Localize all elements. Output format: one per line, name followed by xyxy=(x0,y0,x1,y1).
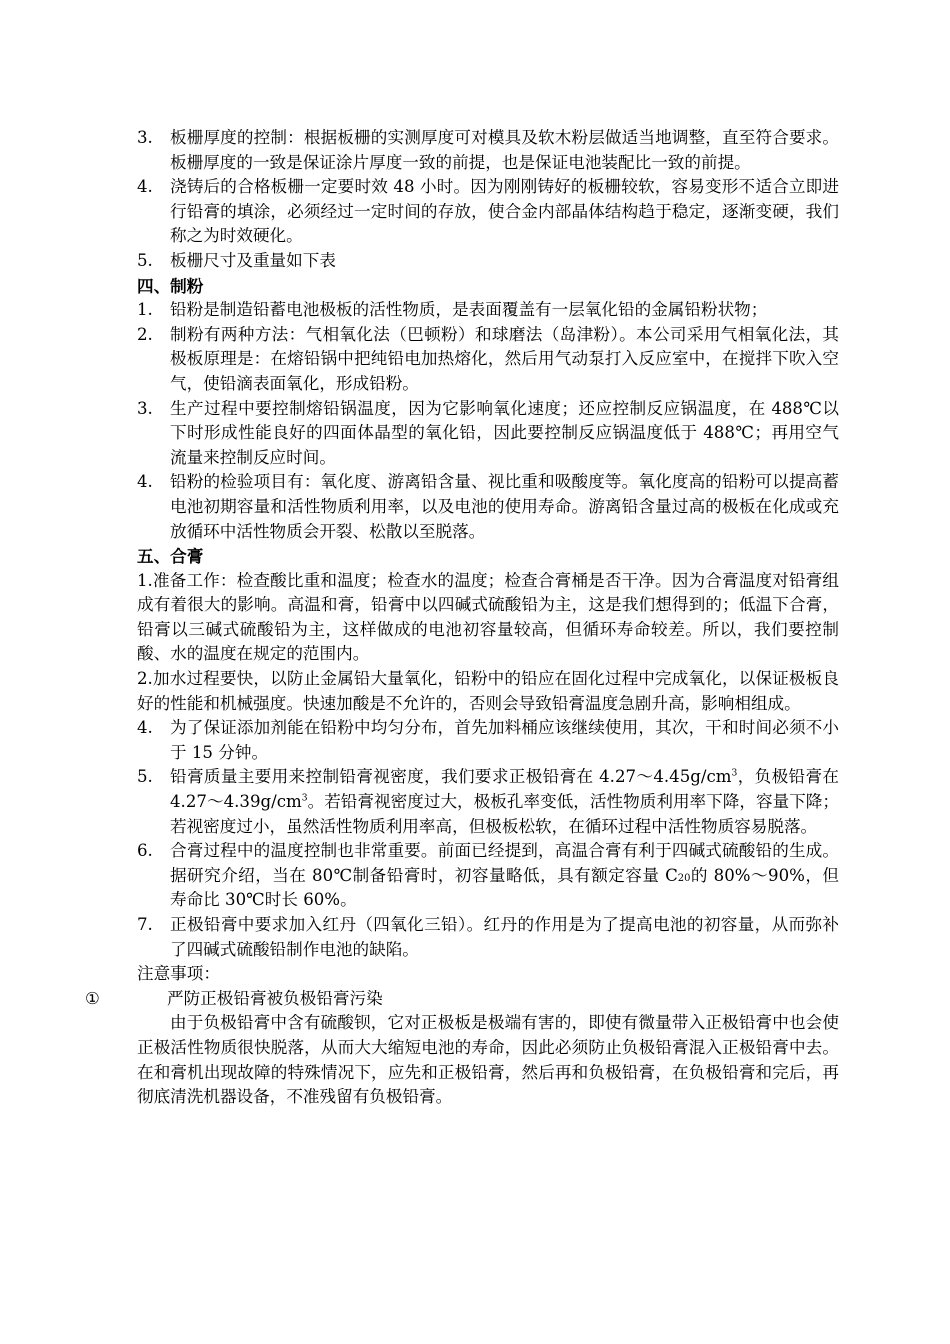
list-item xyxy=(137,839,839,913)
list-item xyxy=(137,470,839,544)
item-number: 4. xyxy=(137,472,153,492)
item-text: 生产过程中要控制熔铅锅温度，因为它影响氧化速度；还应控制反应锅温度，在 488℃以下时形成性能良好的四面体晶型的氧化铅，因此要控制反应锅温度低于 488℃；再用空气流量来控制反应时间。 xyxy=(170,398,839,467)
list-item xyxy=(137,716,839,765)
note-body: 由于负极铅膏中含有硫酸钡，它对正极板是极端有害的，即使有微量带入正极铅膏中也会使正极活性物质很快脱落，从而大大缩短电池的寿命，因此必须防止负极铅膏混入正极铅膏中去。在和膏机出现故障的特殊情况下，应先和正极铅膏，然后再和负极铅膏，在负极铅膏和完后，再彻底清洗机器设备，不准残留有负极铅膏。 xyxy=(137,1013,839,1107)
document-page xyxy=(85,126,840,1110)
item-number: 4. xyxy=(137,718,153,738)
list-item xyxy=(137,249,839,274)
item-text: 铅粉的检验项目有：氧化度、游离铅含量、视比重和吸酸度等。氧化度高的铅粉可以提高蓄电池初期容量和活性物质利用率，以及电池的使用寿命。游离铅含量过高的极板在化成或充放循环中活性物质会开裂、松散以至脱落。 xyxy=(170,472,839,541)
item-text: 正极铅膏中要求加入红丹（四氧化三铅）。红丹的作用是为了提高电池的初容量，从而弥补了四碱式硫酸铅制作电池的缺陷。 xyxy=(170,915,839,959)
list-item xyxy=(137,913,839,962)
item-number: 1. xyxy=(137,300,153,320)
list-item xyxy=(137,298,839,323)
item-text: 为了保证添加剂能在铅粉中均匀分布，首先加料桶应该继续使用，其次，干和时间必须不小于 15 分钟。 xyxy=(170,718,839,762)
paragraph: 1.准备工作：检查酸比重和温度；检查水的温度；检查合膏桶是否干净。因为合膏温度对铅膏组成有着很大的影响。高温和膏，铅膏中以四碱式硫酸铅为主，这是我们想得到的；低温下合膏，铅膏以三碱式硫酸铅为主，这样做成的电池初容量较高，但循环寿命较差。所以，我们要控制酸、水的温度在规定的范围内。 xyxy=(137,570,839,664)
note-item xyxy=(85,987,839,1012)
list-item xyxy=(137,397,839,471)
item-text: 铅膏质量主要用来控制铅膏视密度，我们要求正极铅膏在 $4.27\sim 4.45g/cm^3$，负极铅膏在 $4.27\sim 4.39g/cm^3$。若铅膏视密度过大，极板孔率变低，活性物质利用率下降，容量下降；若视密度过小，虽然活性物质利用率高，但极板松软，在循环过程中活性物质容易脱落。 xyxy=(170,767,840,836)
item-text: 板栅厚度的控制：根据板栅的实测厚度可对模具及软木粉层做适当地调整，直至符合要求。板栅厚度的一致是保证涂片厚度一致的前提，也是保证电池装配比一致的前提。 xyxy=(170,128,839,172)
section-heading: 五、合膏 xyxy=(137,546,204,567)
section-heading: 四、制粉 xyxy=(137,275,204,296)
item-text: 浇铸后的合格板栅一定要时效 48 小时。因为刚刚铸好的板栅较软，容易变形不适合立即进行铅膏的填涂，必须经过一定时间的存放，使合金内部晶体结构趋于稳定，逐渐变硬，我们称之为时效硬化。 xyxy=(170,177,839,246)
list-item xyxy=(137,175,839,249)
item-number: 2. xyxy=(137,324,153,344)
item-number: 6. xyxy=(137,841,153,861)
note-title: 严防正极铅膏被负极铅膏污染 xyxy=(167,988,383,1008)
list-item xyxy=(137,765,839,839)
item-number: 5. xyxy=(137,767,153,787)
paragraph: 2.加水过程要快，以防止金属铅大量氧化，铅粉中的铅应在固化过程中完成氧化，以保证极板良好的性能和机械强度。快速加酸是不允许的，否则会导致铅膏温度急剧升高，影响相组成。 xyxy=(137,669,839,713)
notes-label: 注意事项： xyxy=(137,964,220,984)
item-text: 合膏过程中的温度控制也非常重要。前面已经提到，高温合膏有利于四碱式硫酸铅的生成。据研究介绍，当在 80℃制备铅膏时，初容量略低，具有额定容量 C20的 80%～90%，但寿命比 30℃时长 60%。 xyxy=(170,841,839,910)
item-text: 板栅尺寸及重量如下表 xyxy=(170,250,336,270)
item-number: 7. xyxy=(137,915,153,934)
list-item xyxy=(137,126,839,175)
note-number: ① xyxy=(85,988,100,1008)
list-item xyxy=(137,323,839,397)
item-number: 3. xyxy=(137,398,153,418)
item-text: 制粉有两种方法：气相氧化法（巴顿粉）和球磨法（岛津粉）。本公司采用气相氧化法，其极板原理是：在熔铅锅中把纯铅电加热熔化，然后用气动泵打入反应室中，在搅拌下吹入空气，使铅滴表面氧化，形成铅粉。 xyxy=(170,324,839,393)
item-text: 铅粉是制造铅蓄电池极板的活性物质，是表面覆盖有一层氧化铅的金属铅粉状物； xyxy=(170,300,768,320)
item-number: 4. xyxy=(137,177,153,197)
item-number: 5. xyxy=(137,250,153,270)
item-number: 3. xyxy=(137,128,153,147)
